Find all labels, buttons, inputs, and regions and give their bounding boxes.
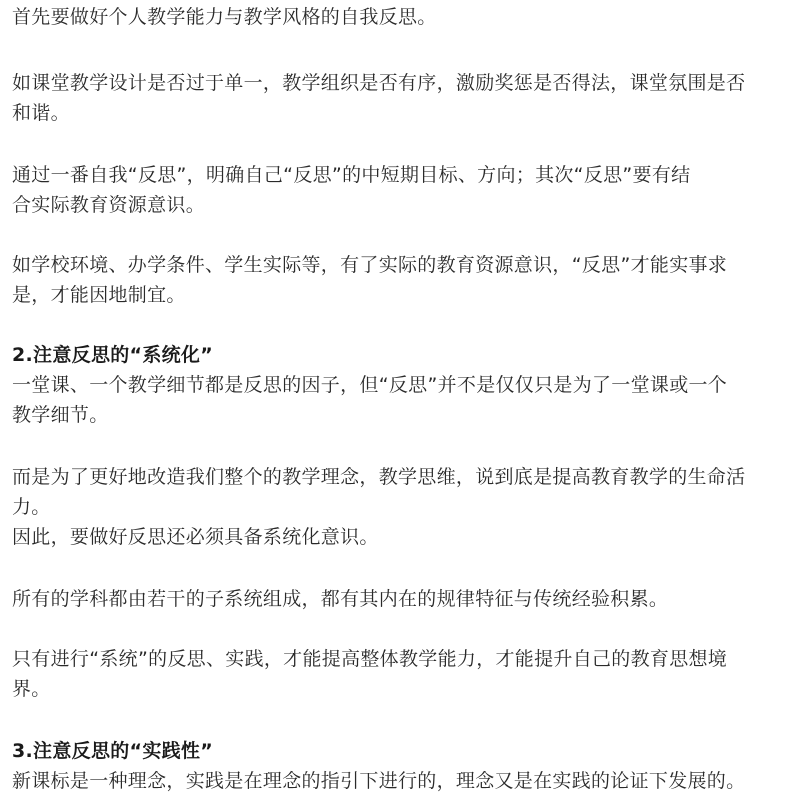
section-2-p4-line-2: 界。 (12, 678, 51, 700)
paragraph-4-line-2: 是，才能因地制宜。 (12, 284, 186, 306)
section-2-p2-line-1: 而是为了更好地改造我们整个的教学理念，教学思维，说到底是提高教育教学的生命活 (12, 466, 746, 488)
section-2-p2-line-3: 因此，要做好反思还必须具备系统化意识。 (12, 526, 379, 548)
paragraph-2-line-2: 和谐。 (12, 102, 70, 124)
paragraph-4-line-1: 如学校环境、办学条件、学生实际等，有了实际的教育资源意识，“反思”才能实事求 (12, 254, 728, 276)
section-2-p1-line-2: 教学细节。 (12, 404, 109, 426)
section-2-p3-line-1: 所有的学科都由若干的子系统组成，都有其内在的规律特征与传统经验积累。 (12, 588, 669, 610)
paragraph-3-line-2: 合实际教育资源意识。 (12, 194, 206, 216)
section-3-line-1: 新课标是一种理念，实践是在理念的指引下进行的，理念又是在实践的论证下发展的。 (12, 770, 746, 792)
section-3-heading: 3.注意反思的“实践性” (12, 740, 214, 762)
paragraph-3-line-1: 通过一番自我“反思”，明确自己“反思”的中短期目标、方向；其次“反思”要有结 (12, 164, 691, 186)
section-2-p2-line-2: 力。 (12, 496, 51, 518)
section-2-p1-line-1: 一堂课、一个教学细节都是反思的因子，但“反思”并不是仅仅只是为了一堂课或一个 (12, 374, 728, 396)
paragraph-2-line-1: 如课堂教学设计是否过于单一，教学组织是否有序，激励奖惩是否得法，课堂氛围是否 (12, 72, 746, 94)
section-2-heading: 2.注意反思的“系统化” (12, 344, 214, 366)
paragraph-1-line-1: 首先要做好个人教学能力与教学风格的自我反思。 (12, 6, 437, 28)
section-2-p4-line-1: 只有进行“系统”的反思、实践，才能提高整体教学能力，才能提升自己的教育思想境 (12, 648, 728, 670)
